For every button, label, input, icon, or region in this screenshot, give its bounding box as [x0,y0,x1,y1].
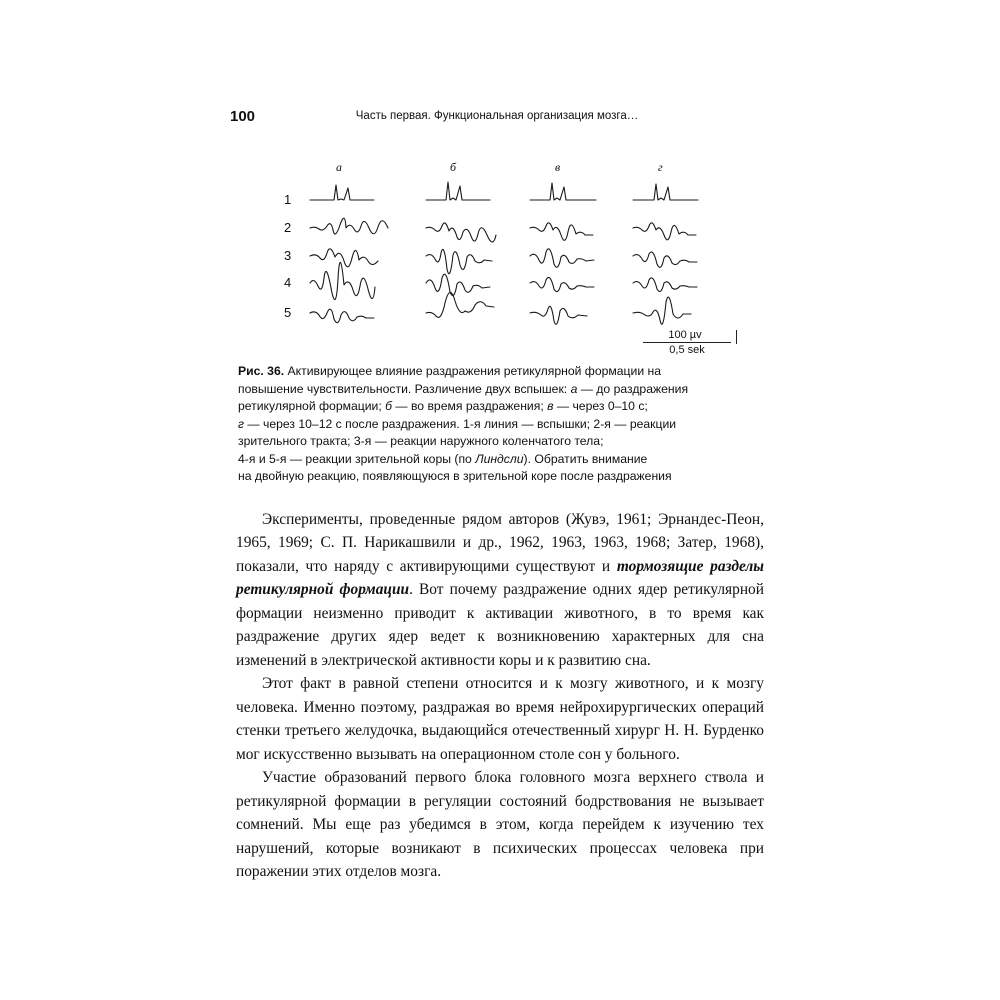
figure-row-label-4: 4 [284,275,292,290]
scale-time-label: 0,5 sek [643,342,731,357]
figure-column-label-v: в [555,160,561,174]
caption-italic-a: а [570,381,578,396]
caption-italic-v: в [547,399,554,413]
figure-36 [278,152,733,357]
running-head [230,108,770,134]
caption-line1: Активирующее влияние раздражения ретикулярной формации на [284,364,662,378]
caption-label: Рис. 36. [238,364,285,378]
body-text [236,508,764,884]
figure-row-label-2: 2 [284,220,292,235]
paragraph-1-emphasis: тормозящие разделы ретикулярной формации [236,557,764,598]
figure-scale-bar [643,329,731,357]
caption-italic-b: б [385,399,392,413]
eeg-traces [278,152,733,357]
scale-amplitude-label: 100 µv [643,329,731,342]
paragraph-1-part-b: . Вот почему раздражение одних ядер ретикулярной формации неизменно приводит к активации животного, в то время как раздражение других ядер ведет к возникновению характерных для сна изменений в электрической активности коры и к развитию сна. [236,581,764,669]
paragraph-3: Участие образований первого блока головного мозга верхнего ствола и ретикулярной формации в регуляции состояний бодрствования не вызывает сомнений. Мы еще раз убедимся в этом, когда перейдем к изучению тех нарушений, которые возникают в психических процессах человека при поражении этих отделов мозга. [236,769,764,880]
caption-line3-mid: — во время раздражения; [392,399,548,413]
book-page [230,98,770,888]
running-title: Часть первая. Функциональная организация мозга… [355,110,639,122]
caption-line3: ретикулярной формации; [238,399,386,413]
paragraph-1-part-a: Эксперименты, проведенные рядом авторов (Жувэ, 1961; Эрнандес-Пеон, 1965, 1969; С. П. Нарикашвили и др., 1962, 1963, 1963, 1968; Затер, 1968), показали, что наряду с активирующими существуют и [236,510,764,575]
caption-line2: повышение чувствительности. Различение двух вспышек: [238,381,571,396]
caption-line3-tail: — через 0–10 с; [553,399,648,413]
figure-row-label-5: 5 [284,305,292,320]
caption-line7: на двойную реакцию, появляющуюся в зрительной коре после раздражения [238,469,672,483]
figure-column-label-g: г [658,160,663,174]
caption-italic-lindsli: Линдсли [475,451,524,466]
page-number: 100 [230,108,256,125]
caption-line6: 4-я и 5-я — реакции зрительной коры (по [238,451,476,466]
caption-line5: зрительного тракта; 3-я — реакции наружного коленчатого тела; [238,434,604,448]
paragraph-2: Этот факт в равной степени относится и к мозгу животного, и к мозгу человека. Именно поэтому, раздражая во время нейрохирургических операций стенки третьего желудочка, выдающийся отечественный хирург Н. Н. Бурденко мог искусственно вызывать на операционном столе сон у больного. [236,675,764,763]
paragraph-1 [236,508,764,673]
figure-column-label-b: б [450,160,457,174]
figure-row-label-3: 3 [284,248,292,263]
caption-italic-g: г [238,416,245,431]
caption-line2-tail: — до раздражения [577,381,689,396]
figure-row-label-1: 1 [284,192,292,207]
caption-line6-tail: ). Обратить внимание [523,451,648,466]
figure-caption [238,363,738,486]
figure-column-label-a: а [336,160,342,174]
caption-line4: — через 10–12 с после раздражения. 1-я линия — вспышки; 2-я — реакции [244,416,677,431]
